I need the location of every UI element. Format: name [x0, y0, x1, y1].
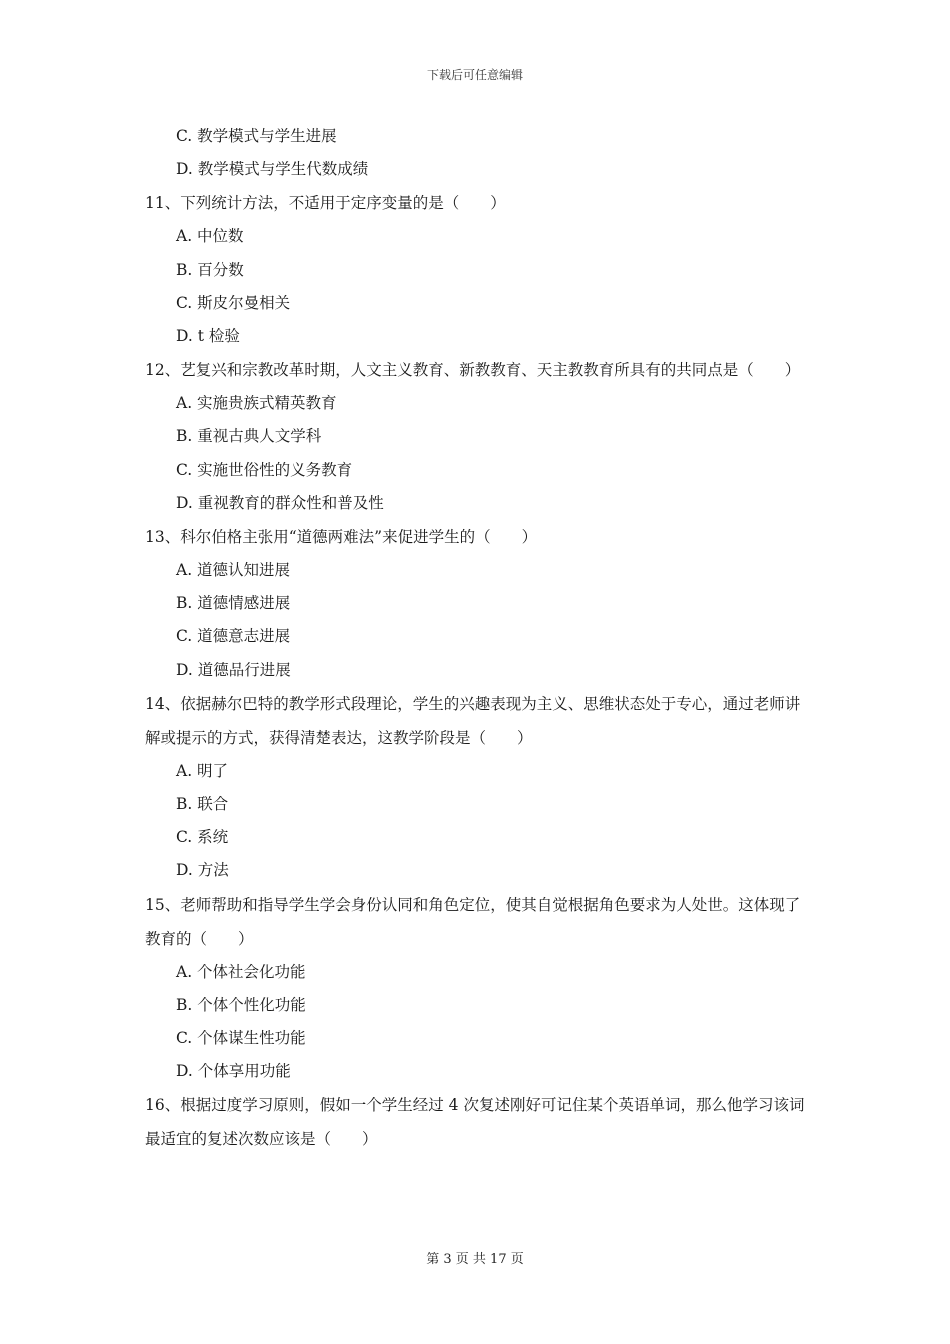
- option-b: B. 重视古典人文学科: [176, 427, 322, 446]
- option-b: B. 道德情感进展: [176, 594, 291, 613]
- option-a: A. 明了: [176, 761, 229, 780]
- option-d: D. 教学模式与学生代数成绩: [176, 160, 369, 179]
- question-stem: 11、下列统计方法，不适用于定序变量的是（ ）: [145, 194, 506, 213]
- question-stem: 13、科尔伯格主张用“道德两难法”来促进学生的（ ）: [145, 528, 538, 547]
- page-footer: 第 3 页 共 17 页: [426, 1252, 524, 1267]
- option-b: B. 个体个性化功能: [176, 995, 306, 1014]
- option-c: C. 实施世俗性的义务教育: [176, 460, 353, 479]
- option-c: C. 道德意志进展: [176, 627, 291, 646]
- option-c: C. 系统: [176, 828, 229, 847]
- question-16: [145, 1088, 810, 1156]
- question-stem: 12、艺复兴和宗教改革时期，人文主义教育、新教教育、天主教教育所具有的共同点是（ ）: [145, 361, 801, 380]
- question-stem: 16、根据过度学习原则，假如一个学生经过 4 次复述刚好可记住某个英语单词，那么他学习该词最适宜的复述次数应该是（ ）: [145, 1096, 805, 1149]
- question-stem: 14、依据赫尔巴特的教学形式段理论，学生的兴趣表现为主义、思维状态处于专心，通过老师讲解或提示的方式，获得清楚表达，这教学阶段是（ ）: [145, 694, 801, 747]
- option-d: D. t 检验: [176, 327, 240, 346]
- option-c: C. 个体谋生性功能: [176, 1029, 306, 1048]
- question-14: [145, 687, 810, 888]
- question-12: [145, 353, 810, 520]
- question-11: [145, 186, 810, 353]
- option-d: D. 道德品行进展: [176, 660, 291, 679]
- option-c: C. 斯皮尔曼相关: [176, 293, 291, 312]
- option-b: B. 百分数: [176, 260, 244, 279]
- document-body: [145, 120, 810, 1156]
- option-b: B. 联合: [176, 795, 229, 814]
- question-13: [145, 520, 810, 687]
- option-c: C. 教学模式与学生进展: [176, 127, 337, 145]
- page-header: 下载后可任意编辑: [426, 68, 523, 82]
- option-a: A. 道德认知进展: [176, 561, 291, 580]
- question-15: [145, 888, 810, 1089]
- option-a: A. 中位数: [176, 227, 244, 246]
- option-d: D. 方法: [176, 861, 229, 880]
- option-a: A. 个体社会化功能: [176, 962, 306, 981]
- option-a: A. 实施贵族式精英教育: [176, 394, 337, 413]
- option-d: D. 重视教育的群众性和普及性: [176, 493, 384, 512]
- question-stem: 15、老师帮助和指导学生学会身份认同和角色定位，使其自觉根据角色要求为人处世。这体现了教育的（ ）: [145, 895, 801, 948]
- option-d: D. 个体享用功能: [176, 1062, 291, 1081]
